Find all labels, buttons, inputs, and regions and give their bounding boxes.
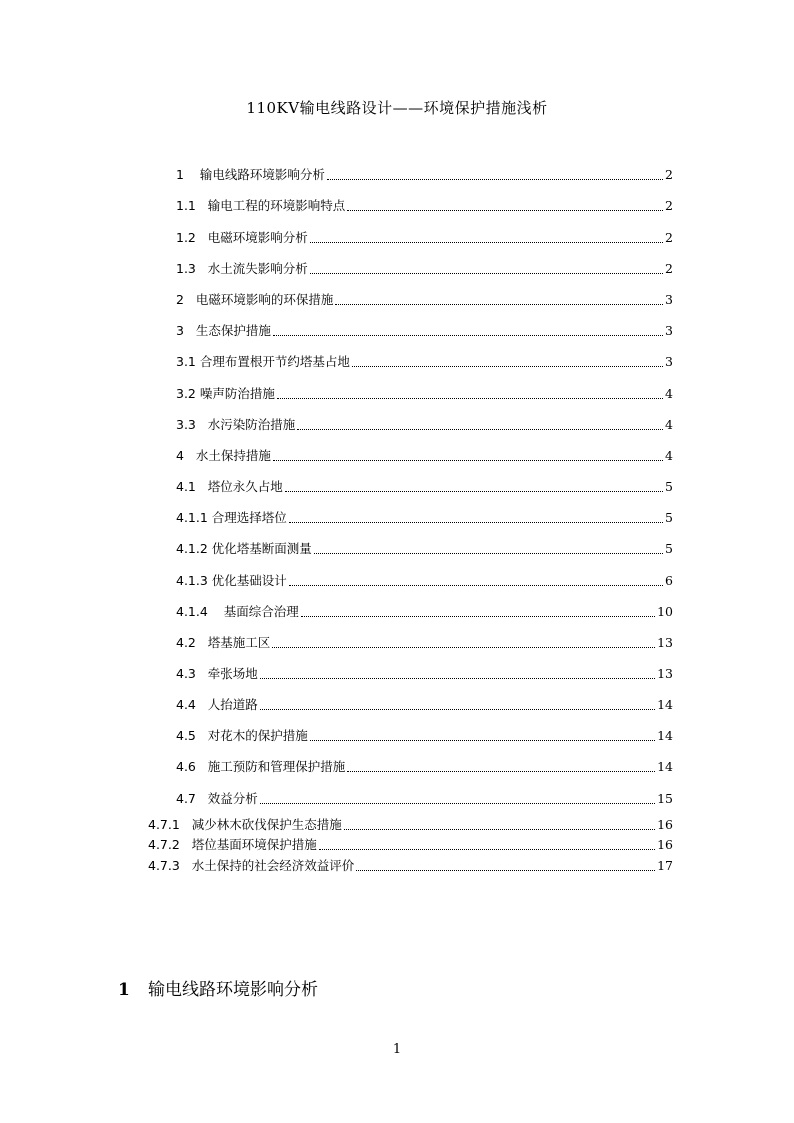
toc-entry-label: 4.1.1 合理选择塔位 [176,510,287,525]
toc-entry-label: 4.1.4 基面综合治理 [176,604,299,619]
toc-entry[interactable] [176,572,673,590]
toc-entry-page: 4 [665,386,673,401]
toc-entry-page: 16 [657,837,673,852]
toc-dot-leader [327,178,663,180]
toc-dot-leader [277,397,663,399]
toc-entry-page: 13 [657,666,673,681]
toc-entry[interactable] [176,229,673,247]
toc-entry-label: 4.3 牵张场地 [176,666,258,681]
toc-dot-leader [273,334,663,336]
toc-entry[interactable] [176,322,673,340]
document-title: 110KV输电线路设计——环境保护措施浅析 [246,99,548,117]
toc-dot-leader [301,615,655,617]
toc-entry[interactable] [176,353,673,371]
toc-entry-page: 2 [665,167,673,182]
toc-dot-leader [273,459,663,461]
toc-entry-page: 10 [657,604,673,619]
toc-entry[interactable] [176,447,673,465]
toc-entry[interactable] [148,836,673,854]
toc-entry-page: 14 [657,759,673,774]
toc-entry-page: 14 [657,728,673,743]
toc-entry[interactable] [148,816,673,834]
toc-entry[interactable] [176,478,673,496]
toc-entry[interactable] [176,509,673,527]
toc-entry-label: 2 电磁环境影响的环保措施 [176,292,334,307]
toc-entry-page: 4 [665,448,673,463]
toc-dot-leader [297,428,663,430]
toc-dot-leader [352,365,663,367]
toc-entry[interactable] [176,260,673,278]
toc-entry-label: 4.1 塔位永久占地 [176,479,283,494]
toc-entry-label: 4.7.1 减少林木砍伐保护生态措施 [148,817,342,832]
toc-entry-label: 4.7 效益分析 [176,791,258,806]
toc-entry[interactable] [176,197,673,215]
toc-dot-leader [335,303,663,305]
toc-dot-leader [310,272,663,274]
toc-entry-label: 4.1.2 优化塔基断面测量 [176,541,312,556]
toc-entry[interactable] [176,291,673,309]
toc-entry-label: 4.2 塔基施工区 [176,635,271,650]
toc-entry-label: 3 生态保护措施 [176,323,271,338]
toc-dot-leader [272,646,655,648]
toc-entry-page: 16 [657,817,673,832]
toc-entry-label: 1.3 水土流失影响分析 [176,261,308,276]
page-number: 1 [392,1042,402,1057]
toc-entry-page: 5 [665,510,673,525]
toc-entry-label: 4.4 人抬道路 [176,697,258,712]
toc-entry[interactable] [176,790,673,808]
toc-entry-label: 4 水土保持措施 [176,448,271,463]
toc-entry[interactable] [176,758,673,776]
toc-dot-leader [260,802,655,804]
toc-dot-leader [260,708,655,710]
toc-entry[interactable] [176,634,673,652]
toc-entry[interactable] [176,540,673,558]
section-heading [118,975,318,1000]
toc-dot-leader [310,739,655,741]
toc-dot-leader [260,677,655,679]
toc-entry-label: 3.1 合理布置根开节约塔基占地 [176,354,350,369]
toc-entry-page: 4 [665,417,673,432]
toc-entry-page: 3 [665,354,673,369]
toc-entry-page: 2 [665,198,673,213]
toc-entry-label: 1 输电线路环境影响分析 [176,167,325,182]
toc-entry-page: 3 [665,292,673,307]
toc-entry-page: 3 [665,323,673,338]
toc-dot-leader [319,848,655,850]
toc-entry[interactable] [148,857,673,875]
toc-dot-leader [289,521,663,523]
toc-dot-leader [344,828,655,830]
toc-entry[interactable] [176,416,673,434]
toc-entry-label: 4.5 对花木的保护措施 [176,728,308,743]
toc-entry[interactable] [176,696,673,714]
section-heading-text: 输电线路环境影响分析 [148,980,318,1000]
toc-entry-label: 1.2 电磁环境影响分析 [176,230,308,245]
toc-entry-label: 4.7.2 塔位基面环境保护措施 [148,837,317,852]
toc-entry-label: 3.3 水污染防治措施 [176,417,296,432]
toc-entry-label: 3.2 噪声防治措施 [176,386,275,401]
toc-entry[interactable] [176,603,673,621]
toc-entry-page: 2 [665,230,673,245]
toc-entry-page: 13 [657,635,673,650]
toc-entry-page: 2 [665,261,673,276]
toc-entry-label: 4.1.3 优化基础设计 [176,573,287,588]
toc-dot-leader [356,869,655,871]
toc-entry-label: 4.6 施工预防和管理保护措施 [176,759,346,774]
toc-entry[interactable] [176,727,673,745]
toc-entry[interactable] [176,665,673,683]
toc-dot-leader [347,770,655,772]
toc-dot-leader [314,552,663,554]
toc-entry[interactable] [176,166,673,184]
toc-entry[interactable] [176,385,673,403]
toc-entry-page: 14 [657,697,673,712]
toc-entry-page: 5 [665,479,673,494]
toc-entry-label: 4.7.3 水土保持的社会经济效益评价 [148,858,355,873]
toc-entry-page: 5 [665,541,673,556]
toc-entry-page: 6 [665,573,673,588]
toc-dot-leader [347,209,663,211]
toc-entry-page: 17 [657,858,673,873]
section-heading-number: 1 [118,980,130,1000]
toc-entry-page: 15 [657,791,673,806]
toc-entry-label: 1.1 输电工程的环境影响特点 [176,198,346,213]
toc-dot-leader [310,241,663,243]
toc-dot-leader [289,584,663,586]
toc-dot-leader [285,490,663,492]
